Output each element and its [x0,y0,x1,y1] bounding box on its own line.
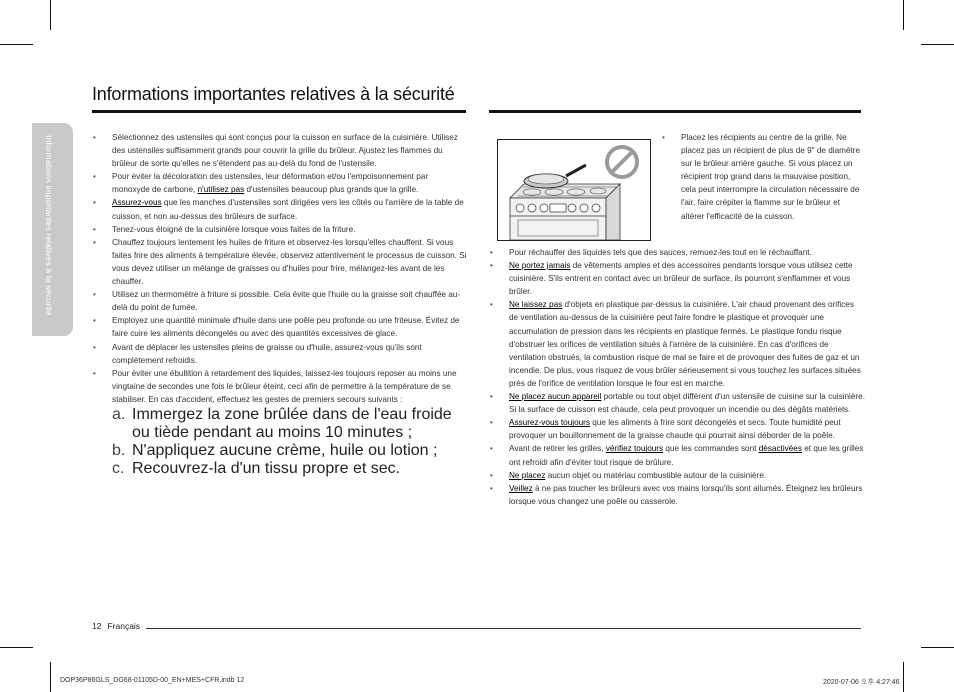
side-tab-label: Informations importantes relatives à la sécurité [44,135,54,316]
footer-language: Français [107,621,141,631]
crop-mark [0,647,33,648]
list-item [489,469,865,482]
first-aid-step [112,406,468,442]
list-item [92,223,468,236]
list-item-text: Pour éviter la décoloration des ustensiles, leur déformation et/ou l'empoisonnement par monoxyde de carbone, [112,172,429,195]
list-item-text: aucun objet ou matériau combustible autour de la cuisinière. [545,470,767,480]
crop-mark [903,0,904,30]
print-file-info: DOP36P86GLS_DG68-01105D-00_EN+MES+CFR.indb 12 [60,677,245,684]
step-marker: b. [112,441,126,459]
list-item-text: Placez les récipients au centre de la grille. Ne placez pas un récipient de plus de 9" de diamètre sur le brûleur arrière gauche. Si vous placez un récipient trop grand dans la mauvaise position, cela peut interrompre la circulation nécessaire de l'air, faire crépiter la flamme sur le brûleur et altérer l'efficacité de la cuisson. [681,133,861,221]
pan-placement-list [661,131,861,223]
right-column [489,246,865,508]
crop-mark [0,44,33,45]
list-item-text: que les commandes sont [663,444,759,454]
list-item [489,298,865,390]
list-item [92,236,468,288]
list-item [92,341,468,367]
list-item [92,367,468,406]
list-item [661,131,861,223]
page-footer [92,621,146,631]
page-number: 12 [92,621,102,631]
list-item-text: d'ustensiles beaucoup plus grands que la grille. [244,185,419,195]
left-column [92,131,468,478]
emphasis-text: n'utilisez pas [197,185,245,195]
list-item [489,442,865,468]
emphasis-text: Ne placez [509,470,546,480]
emphasis-text: désactivées [758,444,802,454]
list-item-text: Pour réchauffer des liquides tels que des sauces, remuez-les tout en le réchauffant. [509,248,812,257]
first-aid-steps [92,406,468,478]
first-aid-step [112,460,468,478]
title-rule-left [92,110,466,113]
crop-mark [921,647,954,648]
list-item-text: que les aliments à frire sont décongelés et secs. Toute humidité peut provoquer un bouillonnement de la graisse chaude qui pourrait ainsi déborder de la poêle. [509,418,841,441]
right-top-text [661,131,861,223]
crop-mark [50,0,51,30]
list-item-text: de vêtements amples et des accessoires pendants lorsque vous utilisez cette cuisinière. S'ils entrent en contact avec un brûleur de surface, ils pourront s'enflammer et vous brûler. [509,261,853,297]
list-item [489,259,865,298]
crop-mark [50,662,51,692]
list-item-text: Avant de déplacer les ustensiles pleins de graisse ou d'huile, assurez-vous qu'ils sont complètement refroidis. [112,342,422,365]
step-text: Immergez la zone brûlée dans de l'eau froide ou tiède pendant au moins 10 minutes ; [132,405,452,441]
list-item [92,170,468,196]
oversized-pan-prohibited-icon [498,140,650,240]
list-item-text: portable ou tout objet différent d'un ustensile de cuisine sur la cuisinière. Si la surface de cuisson est chaude, cela peut provoquer un incendie ou des dégâts matériels. [509,392,865,415]
emphasis-text: Assurez-vous toujours [509,418,590,428]
emphasis-text: Ne portez jamais [509,261,571,271]
step-marker: c. [112,459,125,477]
crop-mark [903,662,904,692]
emphasis-text: vérifiez toujours [605,444,664,454]
title-rule-right [489,110,861,113]
emphasis-text: Ne laissez pas [509,300,563,310]
emphasis-text: Ne placez aucun appareil [509,392,602,402]
step-text: Recouvrez-la d'un tissu propre et sec. [132,459,401,477]
crop-mark [921,44,954,45]
cooktop-illustration [497,139,651,241]
print-date-info: 2020-07-06 오후 4:27:46 [823,679,900,686]
list-item [489,482,865,508]
list-item [92,314,468,340]
list-item-text: Employez une quantité minimale d'huile dans une poêle peu profonde ou une friteuse. Évitez de faire cuire les aliments décongelés ou avec des quantités excessives de glace. [112,316,460,339]
step-marker: a. [112,405,126,423]
list-item [92,288,468,314]
list-item-text: et que les grilles ont refroidi afin d'éviter tout risque de brûlure. [509,444,864,467]
list-item [489,246,865,259]
list-item-text: Pour éviter une ébullition à retardement des liquides, laissez-les toujours reposer au moins une vingtaine de secondes une fois le brûleur éteint, ceci afin de permettre à la température de se stabiliser. En cas d'accident, effectuez les gestes de premiers secours suivants : [112,368,457,404]
list-item-text: Chauffez toujours lentement les huiles de friture et observez-les lorsqu'elles chauffent. Si vous faites frire des aliments à température élevée, observez attentivement le processus de cuisson. Si vous devez utiliser un mélange de graisses ou d'huiles pour frire, mélangez-les avant de les chauffer. [112,237,467,287]
first-aid-step [112,442,468,460]
list-item-text: Sélectionnez des ustensiles qui sont conçus pour la cuisson en surface de la cuisinière. Utilisez des ustensiles suffisamment grands pour couvrir la grille du brûleur. Ajustez les flammes du brûleur de sorte qu'elles ne s'étendent pas au-delà du fond de l'ustensile. [112,133,458,169]
right-bullet-list [489,246,865,508]
section-side-tab [32,123,73,336]
list-item-text: que les manches d'ustensiles sont dirigées vers les côtés ou l'arrière de la table de cuisson, et non au-dessus des brûleurs de surface. [112,198,464,221]
footer-rule [146,628,861,629]
list-item [489,390,865,416]
step-text: N'appliquez aucune crème, huile ou lotion ; [132,441,438,459]
list-item [92,196,468,222]
list-item-text: d'objets en plastique par-dessus la cuisinière. L'air chaud provenant des orifices de ventilation au-dessus de la cuisinière peut faire fondre le plastique et provoquer une accumulation de pression dans les récipients en plastique fermés. Le plastique fondu risque d'obstruer les orifices de ventilation situés à l'arrière de la cuisinière. En cas d'orifices de ventilation obstrués, la combustion risque de mal se faire et de provoquer des fuites de gaz et un incendie. De plus, vous risquez de vous brûler sérieusement si vous touchez les surfaces situées près de l'orifice de ventilation lorsque le four est en marche. [509,300,861,388]
list-item-text: Tenez-vous éloigné de la cuisinière lorsque vous faites de la friture. [112,224,356,234]
list-item-text: Utilisez un thermomètre à friture si possible. Cela évite que l'huile ou la graisse soit chauffée au-delà du point de fumée. [112,290,461,313]
list-item [489,416,865,442]
list-item-text: Avant de retirer les grilles, [509,444,606,454]
emphasis-text: Veillez [509,483,533,493]
list-item [92,131,468,170]
emphasis-text: Assurez-vous [112,198,162,208]
list-item-text: à ne pas toucher les brûleurs avec vos mains lorsqu'ils sont allumés. Éteignez les brûleurs lorsque vous changez une poêle ou casserole. [509,483,863,506]
page-title: Informations importantes relatives à la sécurité [92,84,455,104]
left-bullet-list [92,131,468,406]
